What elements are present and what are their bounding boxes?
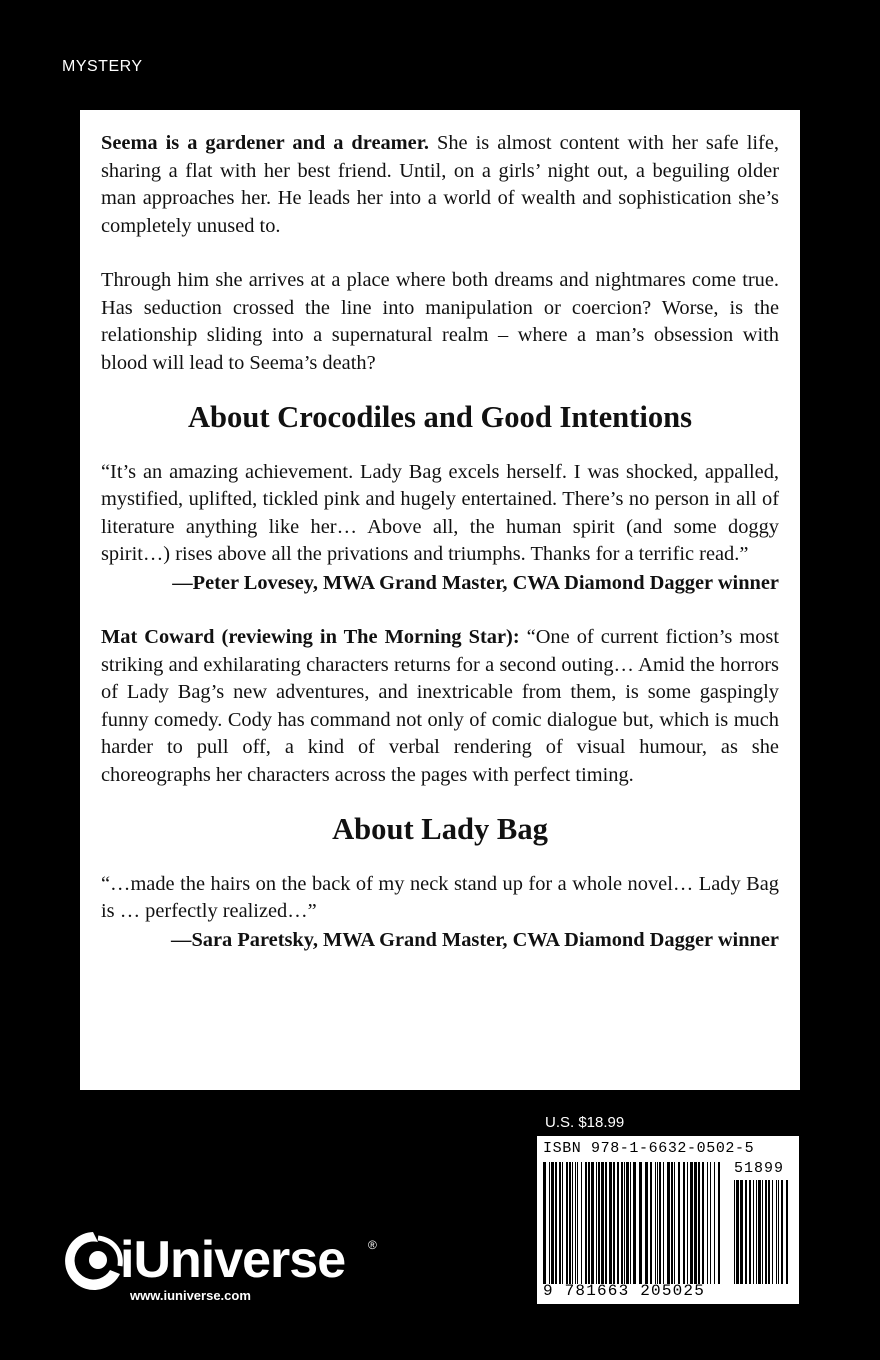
barcode-bar bbox=[613, 1162, 615, 1284]
isbn-label: ISBN 978-1-6632-0502-5 bbox=[543, 1140, 755, 1157]
barcode-bar bbox=[559, 1162, 561, 1284]
review-quote-lovesey: “It’s an amazing achievement. Lady Bag excels herself. I was shocked, appalled, mystified, uplifted, tickled pink and hugely entertained. There’s no person in all of literature anything like her… Above all, the human spirit (and some doggy spirit…) rises above all the privations and triumphs. Thanks for a terrific read.” bbox=[101, 460, 779, 565]
review-text-coward: “One of current fiction’s most striking and exhilarating characters returns for a second outing… Amid the horrors of Lady Bag’s new adventures, and inextricable from them, is some gaspingly funny comedy. Cody has command not only of comic dialogue but, which is much harder to pull off, a kind of verbal rendering of visual humour, as she choreographs her characters across the pages with perfect timing. bbox=[101, 626, 779, 786]
barcode-bar bbox=[710, 1162, 711, 1284]
barcode-bar bbox=[549, 1162, 550, 1284]
barcode-bar bbox=[601, 1162, 604, 1284]
barcode-bar bbox=[734, 1180, 735, 1284]
barcode-bar bbox=[639, 1162, 642, 1284]
barcode-bar bbox=[765, 1180, 767, 1284]
genre-label: MYSTERY bbox=[62, 58, 143, 75]
review-quote-paretsky: “…made the hairs on the back of my neck stand up for a whole novel… Lady Bag is … perfectly realized…” bbox=[101, 872, 779, 922]
barcode-bar bbox=[569, 1162, 571, 1284]
review-attribution-paretsky: —Sara Paretsky, MWA Grand Master, CWA Diamond Dagger winner bbox=[171, 928, 779, 951]
barcode-bar bbox=[650, 1162, 652, 1284]
barcode-bar bbox=[551, 1162, 554, 1284]
barcode-bar bbox=[667, 1162, 670, 1284]
barcode-bar bbox=[698, 1162, 700, 1284]
barcode-bar bbox=[694, 1162, 697, 1284]
barcode-bar bbox=[617, 1162, 619, 1284]
barcode-bar bbox=[683, 1162, 685, 1284]
barcode-bar bbox=[591, 1162, 594, 1284]
barcode-bar bbox=[756, 1180, 757, 1284]
barcode-bar bbox=[758, 1180, 761, 1284]
barcode-bar bbox=[605, 1162, 607, 1284]
barcode-bar bbox=[707, 1162, 708, 1284]
barcode-bar bbox=[596, 1162, 597, 1284]
barcode-bar bbox=[624, 1162, 625, 1284]
barcode-bar bbox=[776, 1180, 777, 1284]
publisher-url: www.iuniverse.com bbox=[130, 1288, 251, 1303]
barcode-bar bbox=[572, 1162, 573, 1284]
barcode-bar bbox=[657, 1162, 658, 1284]
barcode-bar bbox=[736, 1180, 739, 1284]
barcode-bar bbox=[762, 1180, 763, 1284]
blurb-panel bbox=[80, 110, 800, 1090]
barcode-bar bbox=[575, 1162, 576, 1284]
barcode-bar bbox=[678, 1162, 680, 1284]
barcode-bar bbox=[621, 1162, 623, 1284]
barcode-bar bbox=[749, 1180, 751, 1284]
publisher-name: iUniverse bbox=[120, 1231, 346, 1289]
barcode-bar bbox=[588, 1162, 590, 1284]
barcode-bar bbox=[659, 1162, 661, 1284]
barcode-bar bbox=[671, 1162, 673, 1284]
swirl-logo-icon bbox=[58, 1226, 128, 1296]
barcode-bar bbox=[543, 1162, 546, 1284]
review-source-coward: Mat Coward (reviewing in The Morning Star): bbox=[101, 626, 520, 648]
barcode-digits: 9 781663 205025 bbox=[543, 1282, 706, 1300]
barcode-bars bbox=[543, 1162, 723, 1284]
synopsis-lead: Seema is a gardener and a dreamer. bbox=[101, 132, 429, 154]
barcode-bar bbox=[555, 1162, 557, 1284]
barcode-bar bbox=[768, 1180, 770, 1284]
barcode-bar bbox=[753, 1180, 754, 1284]
barcode-bar bbox=[745, 1180, 747, 1284]
barcode-bar bbox=[581, 1162, 582, 1284]
synopsis-paragraph-2: Through him she arrives at a place where both dreams and nightmares come true. Has seduction crossed the line into manipulation or coercion? Worse, is the relationship sliding into a supernatural realm – where a man’s obsession with blood will lead to Seema’s death? bbox=[101, 269, 779, 374]
price-label: U.S. $18.99 bbox=[545, 1114, 625, 1131]
barcode-bar bbox=[577, 1162, 578, 1284]
section-heading-crocodiles: About Crocodiles and Good Intentions bbox=[187, 400, 693, 434]
publisher-logo bbox=[58, 1226, 388, 1306]
barcode-bar bbox=[663, 1162, 664, 1284]
barcode-bar bbox=[585, 1162, 587, 1284]
barcode-addon-code: 51899 bbox=[734, 1160, 785, 1177]
synopsis-paragraph-1 bbox=[101, 130, 779, 240]
registered-mark: ® bbox=[368, 1238, 377, 1252]
barcode-bar bbox=[778, 1180, 779, 1284]
barcode-bar bbox=[786, 1180, 788, 1284]
barcode-bar bbox=[702, 1162, 704, 1284]
barcode-bar bbox=[718, 1162, 720, 1284]
barcode-bar bbox=[598, 1162, 600, 1284]
barcode-addon-bars bbox=[734, 1180, 792, 1284]
barcode-bar bbox=[781, 1180, 783, 1284]
barcode-bar bbox=[655, 1162, 656, 1284]
barcode-bar bbox=[609, 1162, 612, 1284]
barcode-bar bbox=[630, 1162, 631, 1284]
section-heading-lady-bag: About Lady Bag bbox=[332, 812, 548, 846]
isbn-barcode bbox=[537, 1136, 799, 1304]
review-quote-coward bbox=[101, 624, 779, 789]
barcode-bar bbox=[690, 1162, 693, 1284]
barcode-bar bbox=[687, 1162, 688, 1284]
barcode-bar bbox=[645, 1162, 648, 1284]
barcode-bar bbox=[714, 1162, 715, 1284]
barcode-bar bbox=[633, 1162, 636, 1284]
barcode-bar bbox=[562, 1162, 563, 1284]
barcode-bar bbox=[566, 1162, 568, 1284]
barcode-bar bbox=[740, 1180, 743, 1284]
barcode-bar bbox=[674, 1162, 675, 1284]
barcode-bar bbox=[772, 1180, 773, 1284]
review-attribution-lovesey: —Peter Lovesey, MWA Grand Master, CWA Diamond Dagger winner bbox=[172, 571, 779, 594]
barcode-bar bbox=[626, 1162, 629, 1284]
synopsis-body: She is almost content with her safe life, sharing a flat with her best friend. Until, on a girls’ night out, a beguiling older man approaches her. He leads her into a world of wealth and sophistication she’s completely unused to. bbox=[101, 132, 779, 237]
